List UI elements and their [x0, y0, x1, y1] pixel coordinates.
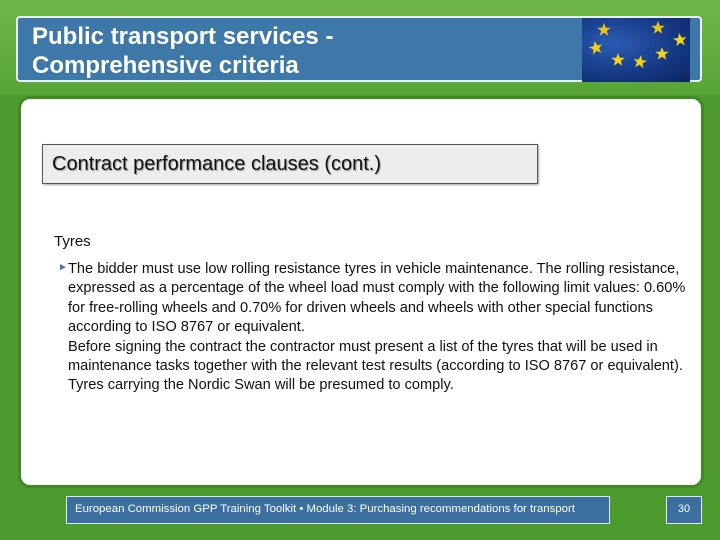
page-number: 30 — [677, 503, 691, 515]
bullet-arrow-icon: ► — [58, 262, 68, 273]
topic-heading: Tyres — [54, 233, 91, 250]
footer-text: European Commission GPP Training Toolkit • Module 3: Purchasing recommendations for transport — [75, 503, 575, 515]
slide-title-line1: Public transport services - — [32, 23, 334, 50]
section-title: Contract performance clauses (cont.) — [52, 153, 382, 175]
slide-title — [32, 22, 572, 80]
eu-flag-icon — [582, 18, 690, 82]
bullet-paragraph-2: Before signing the contract the contractor must present a list of the tyres that will be used in maintenance tasks together with the relevant test results (according to ISO 8767 or equivalent). Tyres carrying the Nordic Swan will be presumed to comply. — [68, 338, 683, 394]
slide-title-line2: Comprehensive criteria — [32, 52, 299, 79]
bullet-text — [68, 260, 688, 396]
bullet-paragraph-1: The bidder must use low rolling resistance tyres in vehicle maintenance. The rolling resistance, expressed as a percentage of the wheel load must comply with the following limit values: 0.60% for free-rolling wheels and 0.70% for driven wheels and wheels with other special functions according to ISO 8767 or equivalent. — [68, 261, 686, 336]
